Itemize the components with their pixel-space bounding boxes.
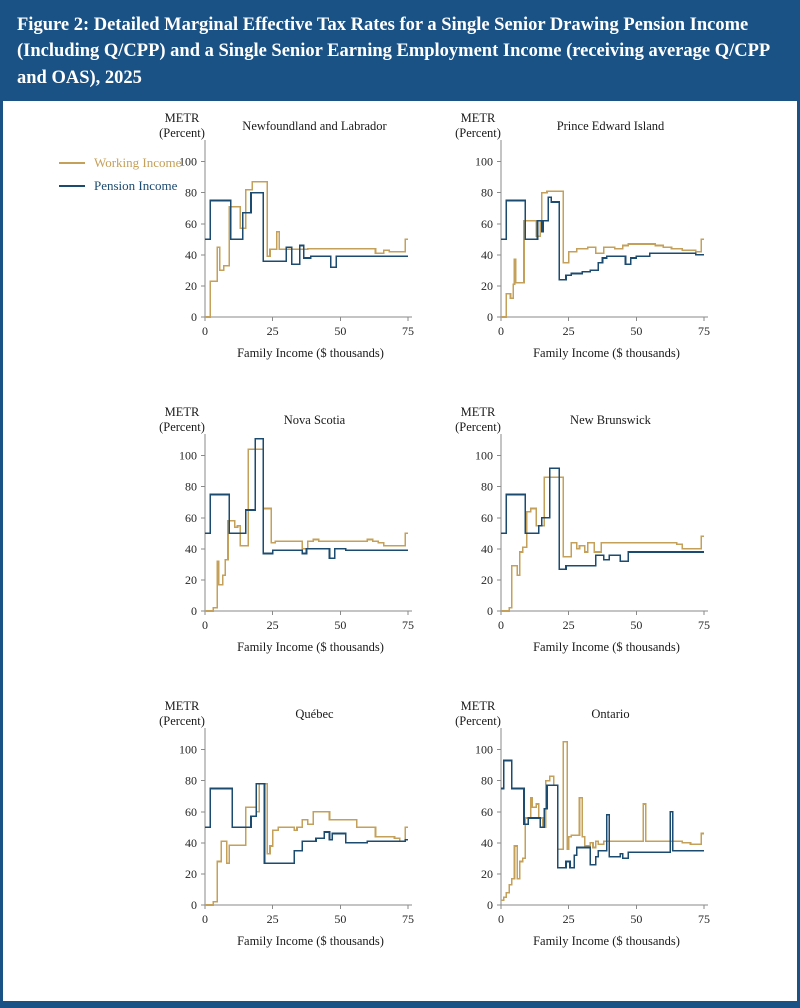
y-axis-tick-label: 80 [185,185,197,200]
y-axis-label: (Percent) [159,420,205,434]
y-axis-tick-label: 20 [481,572,493,587]
y-axis-tick-label: 100 [179,742,197,757]
y-axis-tick-label: 100 [179,154,197,169]
x-axis-label: Family Income ($ thousands) [533,934,680,948]
chart-title: Ontario [591,707,630,721]
x-axis-tick-label: 75 [402,618,414,632]
y-axis-tick-label: 0 [191,310,197,324]
y-axis-tick-label: 100 [475,154,493,169]
y-axis-tick-label: 100 [475,448,493,463]
chart-newfoundland-and-labrador [148,109,428,367]
y-axis-tick-label: 60 [185,510,197,525]
y-axis-tick-label: 0 [191,604,197,618]
y-axis-tick-label: 40 [185,541,197,556]
x-axis-label: Family Income ($ thousands) [237,640,384,654]
chart-title: New Brunswick [570,413,651,427]
y-axis-tick-label: 60 [481,216,493,231]
y-axis-tick-label: 100 [179,448,197,463]
x-axis-tick-label: 75 [698,324,710,338]
series-line-pension-income [501,468,704,569]
y-axis-tick-label: 60 [185,804,197,819]
chart-title: Québec [295,707,334,721]
x-axis-tick-label: 25 [562,618,575,632]
series-line-working-income [501,477,704,611]
chart-canvas-qu-bec [148,697,428,955]
y-axis-tick-label: 80 [481,479,493,494]
x-axis-tick-label: 50 [630,324,643,338]
x-axis-tick-label: 0 [498,324,504,338]
x-axis-tick-label: 50 [334,324,347,338]
series-line-working-income [205,449,408,611]
x-axis-label: Family Income ($ thousands) [237,934,384,948]
y-axis-tick-label: 40 [185,835,197,850]
x-axis-tick-label: 75 [698,912,710,926]
series-line-working-income [205,784,408,905]
y-axis-tick-label: 100 [475,742,493,757]
y-axis-tick-label: 20 [185,866,197,881]
y-axis-tick-label: 80 [185,773,197,788]
series-line-pension-income [205,784,408,863]
chart-title: Newfoundland and Labrador [242,119,387,133]
y-axis-label: METR [460,699,496,713]
y-axis-label: (Percent) [159,126,205,140]
y-axis-tick-label: 80 [185,479,197,494]
y-axis-label: (Percent) [455,126,501,140]
y-axis-tick-label: 60 [185,216,197,231]
x-axis-tick-label: 0 [202,912,208,926]
y-axis-tick-label: 0 [487,898,493,912]
legend-label-working-income: Working Income [94,155,182,170]
chart-canvas-prince-edward-island [444,109,724,367]
series-line-pension-income [205,193,408,268]
y-axis-tick-label: 80 [481,773,493,788]
y-axis-label: METR [164,405,200,419]
y-axis-tick-label: 20 [481,278,493,293]
x-axis-tick-label: 25 [266,912,279,926]
x-axis-tick-label: 25 [562,324,575,338]
y-axis-tick-label: 40 [185,247,197,262]
x-axis-tick-label: 25 [266,618,279,632]
working-income-line-swatch-icon [59,162,85,164]
y-axis-tick-label: 40 [481,541,493,556]
chart-title: Nova Scotia [283,413,346,427]
y-axis-label: METR [164,699,200,713]
x-axis-tick-label: 0 [202,324,208,338]
x-axis-tick-label: 50 [630,618,643,632]
x-axis-tick-label: 50 [334,618,347,632]
chart-prince-edward-island [444,109,724,367]
y-axis-label: (Percent) [455,420,501,434]
chart-title: Prince Edward Island [556,119,665,133]
series-line-pension-income [205,439,408,559]
y-axis-tick-label: 20 [185,278,197,293]
y-axis-tick-label: 0 [191,898,197,912]
chart-qu-bec [148,697,428,955]
chart-nova-scotia [148,403,428,661]
y-axis-label: (Percent) [455,714,501,728]
y-axis-label: METR [164,111,200,125]
x-axis-tick-label: 75 [402,912,414,926]
y-axis-tick-label: 20 [185,572,197,587]
y-axis-tick-label: 0 [487,310,493,324]
pension-income-line-swatch-icon [59,185,85,187]
x-axis-tick-label: 25 [562,912,575,926]
legend-label-pension-income: Pension Income [94,178,178,194]
chart-ontario [444,697,724,955]
x-axis-tick-label: 25 [266,324,279,338]
x-axis-tick-label: 0 [498,912,504,926]
figure-title-banner [3,3,797,103]
y-axis-label: METR [460,405,496,419]
y-axis-label: (Percent) [159,714,205,728]
chart-canvas-new-brunswick [444,403,724,661]
figure-title: Figure 2: Detailed Marginal Effective Tax Rates for a Single Senior Drawing Pension Income (Including Q/CPP) and a Single Senior Earning Employment Income (receiving average Q/CPP and OAS), 2025 [17,15,770,88]
charts-grid [148,109,724,955]
y-axis-tick-label: 80 [481,185,493,200]
series-line-pension-income [501,197,704,279]
x-axis-tick-label: 50 [630,912,643,926]
y-axis-tick-label: 40 [481,835,493,850]
y-axis-tick-label: 60 [481,804,493,819]
series-line-working-income [205,182,408,317]
y-axis-tick-label: 0 [487,604,493,618]
chart-canvas-ontario [444,697,724,955]
chart-canvas-newfoundland-and-labrador [148,109,428,367]
y-axis-tick-label: 40 [481,247,493,262]
x-axis-label: Family Income ($ thousands) [237,346,384,360]
y-axis-label: METR [460,111,496,125]
chart-canvas-nova-scotia [148,403,428,661]
x-axis-tick-label: 75 [402,324,414,338]
x-axis-tick-label: 0 [202,618,208,632]
x-axis-label: Family Income ($ thousands) [533,640,680,654]
x-axis-tick-label: 50 [334,912,347,926]
x-axis-tick-label: 0 [498,618,504,632]
x-axis-tick-label: 75 [698,618,710,632]
x-axis-label: Family Income ($ thousands) [533,346,680,360]
y-axis-tick-label: 20 [481,866,493,881]
y-axis-tick-label: 60 [481,510,493,525]
chart-new-brunswick [444,403,724,661]
